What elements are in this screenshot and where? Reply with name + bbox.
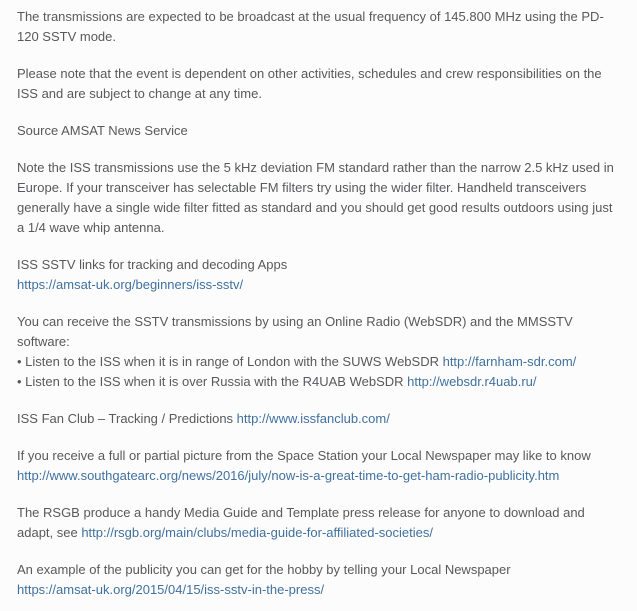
publicity-example-text: An example of the publicity you can get for the hobby by telling your Local Newspaper <box>17 562 511 577</box>
paragraph-rsgb-media-guide <box>17 503 622 543</box>
websdr-intro-text: You can receive the SSTV transmissions by using an Online Radio (WebSDR) and the MMSSTV software: <box>17 314 573 349</box>
newspaper-publicity-text: If you receive a full or partial picture from the Space Station your Local Newspaper may like to know <box>17 448 591 463</box>
bullet-item-london <box>17 352 622 372</box>
farnham-sdr-link[interactable]: http://farnham-sdr.com/ <box>442 354 577 369</box>
paragraph-websdr-options <box>17 312 622 392</box>
bullet-london-text: • Listen to the ISS when it is in range of London with the SUWS WebSDR <box>17 354 443 369</box>
paragraph-fm-deviation-advice: Note the ISS transmissions use the 5 kHz deviation FM standard rather than the narrow 2.5 kHz used in Europe. If your transceiver has selectable FM filters try using the wider filter. Handheld transceivers generally have a single wide filter fitted as standard and you should get good results outdoors using just a 1/4 wave whip antenna. <box>17 160 614 235</box>
bullet-item-russia <box>17 372 622 392</box>
rsgb-media-guide-link[interactable]: http://rsgb.org/main/clubs/media-guide-for-affiliated-societies/ <box>81 525 433 540</box>
paragraph-publicity-example <box>17 560 622 600</box>
rsgb-media-guide-text: The RSGB produce a handy Media Guide and Template press release for anyone to download and adapt, see <box>17 505 585 540</box>
amsat-press-link[interactable]: https://amsat-uk.org/2015/04/15/iss-sstv-in-the-press/ <box>17 582 325 597</box>
bullet-russia-text: • Listen to the ISS when it is over Russia with the R4UAB WebSDR <box>17 374 408 389</box>
paragraph-sstv-links <box>17 255 622 295</box>
sstv-links-title: ISS SSTV links for tracking and decoding Apps <box>17 257 288 272</box>
southgatearc-publicity-link[interactable]: http://www.southgatearc.org/news/2016/july/now-is-a-great-time-to-get-ham-radio-publicity.htm <box>17 468 560 483</box>
paragraph-newspaper-publicity <box>17 446 622 486</box>
iss-fan-club-text: ISS Fan Club – Tracking / Predictions <box>17 411 237 426</box>
paragraph-iss-fan-club <box>17 409 622 429</box>
r4uab-websdr-link[interactable]: http://websdr.r4uab.ru/ <box>407 374 537 389</box>
issfanclub-link[interactable]: http://www.issfanclub.com/ <box>236 411 390 426</box>
paragraph-event-disclaimer: Please note that the event is dependent on other activities, schedules and crew responsibilities on the ISS and are subject to change at any time. <box>17 66 602 101</box>
amsat-iss-sstv-link[interactable]: https://amsat-uk.org/beginners/iss-sstv/ <box>17 277 244 292</box>
paragraph-source-credit: Source AMSAT News Service <box>17 123 188 138</box>
paragraph-transmission-frequency: The transmissions are expected to be broadcast at the usual frequency of 145.800 MHz using the PD-120 SSTV mode. <box>17 9 604 44</box>
